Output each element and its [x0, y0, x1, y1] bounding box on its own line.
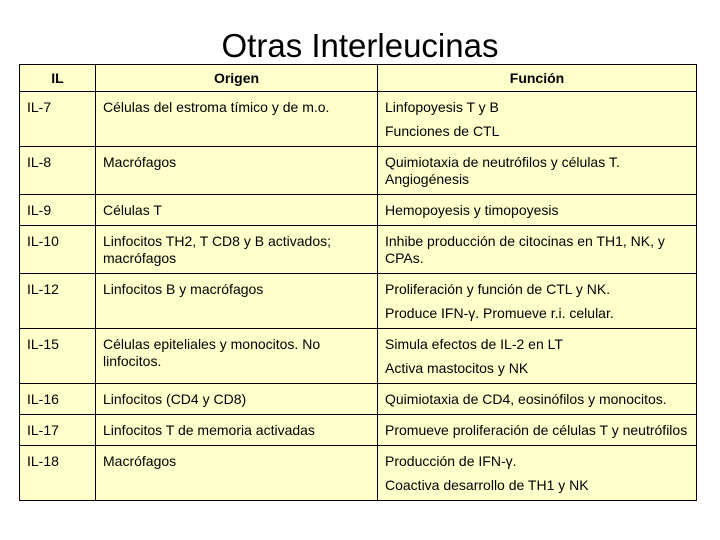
header-funcion: Función: [378, 65, 697, 92]
table-row: [20, 147, 697, 195]
funcion-line: Activa mastocitos y NK: [385, 360, 529, 376]
table-row: [20, 384, 697, 415]
table-row: [20, 329, 697, 384]
cell-funcion: [378, 92, 697, 147]
header-origen: Origen: [96, 65, 378, 92]
cell-origen: Linfocitos (CD4 y CD8): [96, 384, 378, 415]
cell-funcion: [378, 147, 697, 195]
funcion-line: Promueve proliferación de células T y neutrófilos: [385, 422, 688, 438]
page-title: Otras Interleucinas: [221, 27, 499, 64]
cell-funcion: [378, 329, 697, 384]
funcion-line: Quimiotaxia de neutrófilos y células T. Angiogénesis: [385, 154, 620, 187]
cell-il: IL-16: [20, 384, 96, 415]
funcion-line: Coactiva desarrollo de TH1 y NK: [385, 477, 589, 493]
cell-origen: Células epiteliales y monocitos. No linfocitos.: [96, 329, 378, 384]
funcion-line: Simula efectos de IL-2 en LT: [385, 336, 563, 352]
funcion-line: Inhibe producción de citocinas en TH1, NK, y CPAs.: [385, 233, 665, 266]
funcion-line: Produce IFN-γ. Promueve r.i. celular.: [385, 305, 614, 321]
cell-origen: Células T: [96, 195, 378, 226]
cell-il: IL-8: [20, 147, 96, 195]
cell-il: IL-12: [20, 274, 96, 329]
table-row: [20, 415, 697, 446]
cell-origen: Linfocitos TH2, T CD8 y B activados; macrófagos: [96, 226, 378, 274]
table-row: [20, 274, 697, 329]
cell-funcion: [378, 415, 697, 446]
funcion-line: Proliferación y función de CTL y NK.: [385, 281, 611, 297]
cell-origen: Linfocitos B y macrófagos: [96, 274, 378, 329]
cell-funcion: [378, 226, 697, 274]
funcion-line: Quimiotaxia de CD4, eosinófilos y monocitos.: [385, 391, 667, 407]
cell-funcion: [378, 195, 697, 226]
cell-il: IL-10: [20, 226, 96, 274]
cell-il: IL-9: [20, 195, 96, 226]
cell-funcion: [378, 384, 697, 415]
interleukin-table: [19, 64, 697, 501]
cell-il: IL-7: [20, 92, 96, 147]
table-header-row: [20, 65, 697, 92]
funcion-line: Funciones de CTL: [385, 123, 500, 139]
table-row: [20, 195, 697, 226]
funcion-line: Producción de IFN-γ.: [385, 453, 517, 469]
cell-il: IL-17: [20, 415, 96, 446]
cell-funcion: [378, 274, 697, 329]
table-body: [20, 92, 697, 501]
funcion-line: Hemopoyesis y timopoyesis: [385, 202, 559, 218]
table-row: [20, 92, 697, 147]
table-row: [20, 446, 697, 501]
cell-il: IL-15: [20, 329, 96, 384]
header-il: IL: [20, 65, 96, 92]
cell-origen: Linfocitos T de memoria activadas: [96, 415, 378, 446]
cell-il: IL-18: [20, 446, 96, 501]
cell-origen: Macrófagos: [96, 147, 378, 195]
funcion-line: Linfopoyesis T y B: [385, 99, 499, 115]
cell-origen: Células del estroma tímico y de m.o.: [96, 92, 378, 147]
cell-funcion: [378, 446, 697, 501]
cell-origen: Macrófagos: [96, 446, 378, 501]
table-row: [20, 226, 697, 274]
